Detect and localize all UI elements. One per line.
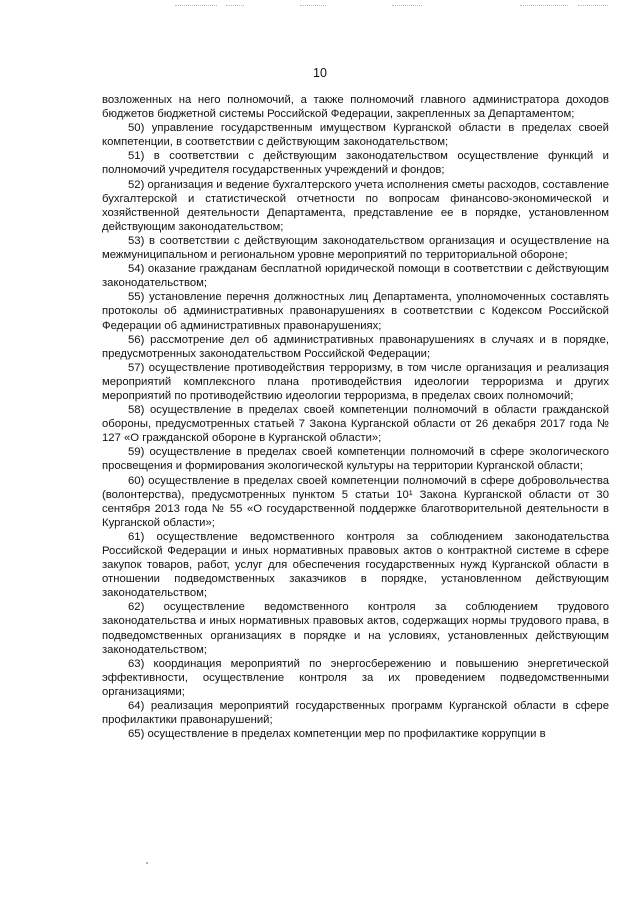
scan-artifact bbox=[578, 5, 608, 7]
scan-artifact bbox=[146, 862, 148, 864]
list-item: 52) организация и ведение бухгалтерского учета исполнения сметы расходов, составление бухгалтерской и статистической отчетности по вопросам финансово-экономической и хозяйственной деятельности Департамента, представление ее в порядке, установленном действующим законодательством; bbox=[102, 178, 609, 233]
paragraph: возложенных на него полномочий, а также полномочий главного администратора доходов бюджетов бюджетной системы Российской Федерации, закрепленных за Департаментом; bbox=[102, 94, 609, 121]
scan-artifact bbox=[520, 5, 568, 7]
scan-artifact bbox=[226, 5, 244, 7]
list-item: 56) рассмотрение дел об административных правонарушениях в случаях и в порядке, предусмотренных законодательством Российской Федерации; bbox=[102, 333, 609, 360]
list-item: 54) оказание гражданам бесплатной юридической помощи в соответствии с действующим законодательством; bbox=[102, 263, 609, 290]
list-item: 58) осуществление в пределах своей компетенции полномочий в области гражданской обороны, предусмотренных статьей 7 Закона Курганской области от 26 декабря 2017 года № 127 «О гражданской обороне в Курганской области»; bbox=[102, 404, 609, 445]
list-item: 63) координация мероприятий по энергосбережению и повышению энергетической эффективности, осуществление контроля за их проведением подведомственными организациями; bbox=[102, 657, 609, 698]
scan-artifact bbox=[300, 5, 326, 7]
list-item: 62) осуществление ведомственного контроля за соблюдением трудового законодательства и иных нормативных правовых актов, содержащих нормы трудового права, в подведомственных организациях в порядке и на условиях, установленных действующим законодательством; bbox=[102, 601, 609, 656]
list-item: 51) в соответствии с действующим законодательством осуществление функций и полномочий учредителя государственных учреждений и фондов; bbox=[102, 150, 609, 177]
list-item: 57) осуществление противодействия терроризму, в том числе организация и реализация мероприятий комплексного плана противодействия идеологии терроризма и других мероприятий по противодействию идеологии терроризма, в пределах своих полномочий; bbox=[102, 361, 609, 402]
list-item: 65) осуществление в пределах компетенции мер по профилактике коррупции в bbox=[128, 728, 546, 741]
list-item: 61) осуществление ведомственного контроля за соблюдением законодательства Российской Федерации и иных нормативных правовых актов о контрактной системе в сфере закупок товаров, работ, услуг для обеспечения государственных нужд Курганской области в отношении подведомственных заказчиков в порядке, установленном действующим законодательством; bbox=[102, 530, 609, 600]
list-item: 50) управление государственным имуществом Курганской области в пределах своей компетенции, в соответствии с действующим законодательством; bbox=[102, 122, 609, 149]
page-number: 10 bbox=[313, 66, 327, 80]
document-body bbox=[102, 93, 609, 741]
list-item: 64) реализация мероприятий государственных программ Курганской области в сфере профилактики правонарушений; bbox=[102, 700, 609, 727]
scan-artifact bbox=[175, 5, 217, 7]
list-item: 60) осуществление в пределах своей компетенции полномочий в сфере добровольчества (волонтерства), предусмотренных пунктом 5 статьи 10¹ Закона Курганской области от 30 сентября 2013 года № 55 «О государственной поддержке благотворительной деятельности в Курганской области»; bbox=[102, 474, 609, 529]
list-item: 59) осуществление в пределах своей компетенции полномочий в сфере экологического просвещения и формирования экологической культуры на территории Курганской области; bbox=[102, 446, 609, 473]
list-item: 55) установление перечня должностных лиц Департамента, уполномоченных составлять протоколы об административных правонарушениях в соответствии с Кодексом Российской Федерации об административных правонарушениях; bbox=[102, 291, 609, 332]
list-item: 53) в соответствии с действующим законодательством организация и осуществление на межмуниципальном и региональном уровне мероприятий по территориальной обороне; bbox=[102, 234, 609, 262]
scan-artifact bbox=[392, 5, 422, 7]
